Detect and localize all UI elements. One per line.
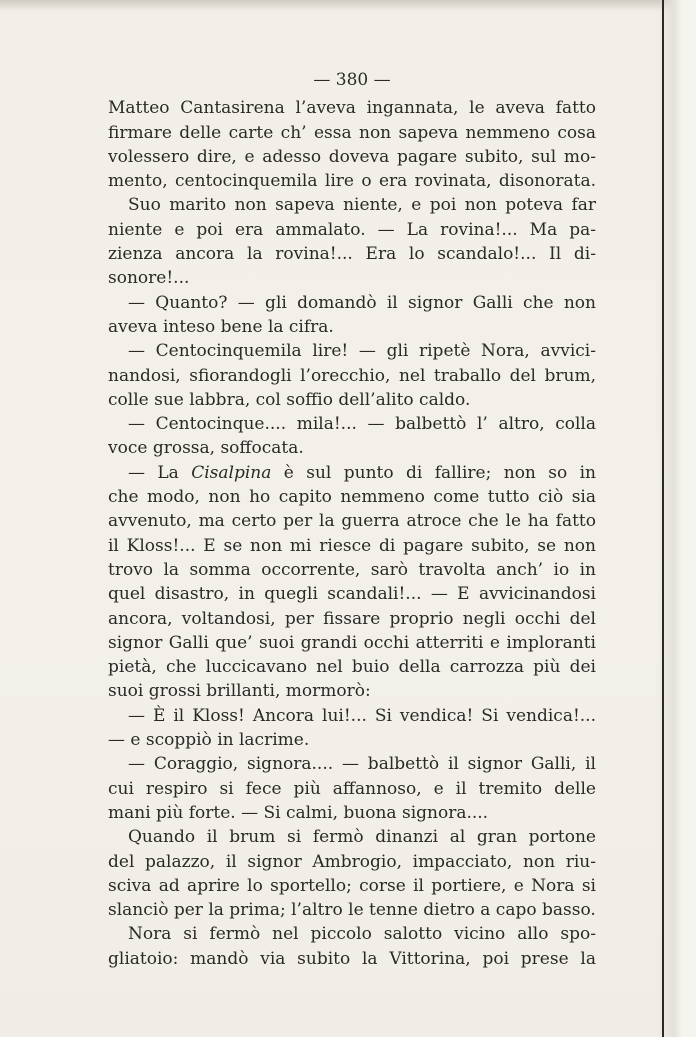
text-line: cui respiro si fece più affannoso, e il tremito delle: [108, 778, 596, 799]
text-line: — È il Kloss! Ancora lui!... Si vendica! Si vendica!...: [128, 705, 596, 726]
text-line: mani più forte. — Si calmi, buona signora....: [108, 802, 489, 823]
text-line: aveva inteso bene la cifra.: [108, 316, 334, 337]
text-line: Quando il brum si fermò dinanzi al gran portone: [128, 827, 596, 848]
text-line: colle sue labbra, col soffio dell’alito caldo.: [108, 389, 471, 410]
text-line: Nora si fermò nel piccolo salotto vicino allo spo-: [128, 924, 596, 945]
scan-top-shadow: [0, 0, 696, 10]
text-line: ancora, voltandosi, per fissare proprio negli occhi del: [108, 608, 596, 629]
text-line: — Centocinquemila lire! — gli ripetè Nora, avvici-: [128, 341, 596, 362]
text-line: pietà, che luccicavano nel buio della carrozza più dei: [108, 657, 596, 678]
text-line: zienza ancora la rovina!... Era lo scandalo!... Il di-: [108, 244, 596, 265]
text-line: quel disastro, in quegli scandali!... — E avvicinandosi: [108, 584, 596, 605]
text-line: mento, centocinquemila lire o era rovinata, disonorata.: [108, 171, 596, 192]
text-run: è: [271, 462, 307, 483]
text-line: firmare delle carte ch’ essa non sapeva nemmeno cosa: [108, 122, 596, 143]
text-line: niente e poi era ammalato. — La rovina!... Ma pa-: [108, 219, 596, 240]
binding-edge-line: [662, 0, 664, 1037]
text-line: Suo marito non sapeva niente, e poi non poteva far: [128, 195, 596, 216]
text-line-with-italic: [108, 461, 596, 485]
text-line: gliatoio: mandò via subito la Vittorina, poi prese la: [108, 948, 596, 969]
italic-title: Cisalpina: [191, 462, 272, 483]
page-number: — 380 —: [313, 70, 391, 90]
text-line: che modo, non ho capito nemmeno come tutto ciò sia: [108, 487, 596, 508]
page-text: [108, 68, 596, 971]
text-line: suoi grossi brillanti, mormorò:: [108, 681, 371, 702]
text-run: — La: [128, 462, 192, 483]
text-line: trovo la somma occorrente, sarò travolta anch’ io in: [108, 559, 596, 580]
text-line: del palazzo, il signor Ambrogio, impacciato, non riu-: [108, 851, 596, 872]
text-line: sonore!...: [108, 268, 190, 289]
text-line: voce grossa, soffocata.: [108, 438, 304, 459]
text-run: sul punto di fallire; non so in: [306, 462, 597, 483]
text-line: — Quanto? — gli domandò il signor Galli che non: [128, 292, 596, 313]
text-line: slanciò per la prima; l’altro le tenne dietro a capo basso.: [108, 900, 596, 921]
text-line: il Kloss!... E se non mi riesce di pagare subito, se non: [108, 535, 596, 556]
text-line: Matteo Cantasirena l’aveva ingannata, le aveva fatto: [108, 98, 596, 119]
text-line: — Centocinque.... mila!... — balbettò l’ altro, colla: [128, 414, 596, 435]
text-line: — Coraggio, signora.... — balbettò il signor Galli, il: [128, 754, 596, 775]
text-line: — e scoppiò in lacrime.: [108, 730, 310, 751]
text-line: avvenuto, ma certo per la guerra atroce che le ha fatto: [108, 511, 596, 532]
text-line: sciva ad aprire lo sportello; corse il portiere, e Nora si: [108, 875, 596, 896]
text-line: volessero dire, e adesso doveva pagare subito, sul mo-: [108, 146, 596, 167]
text-line: nandosi, sfiorandogli l’orecchio, nel traballo del brum,: [108, 365, 596, 386]
text-line: signor Galli que’ suoi grandi occhi atterriti e imploranti: [108, 632, 596, 653]
